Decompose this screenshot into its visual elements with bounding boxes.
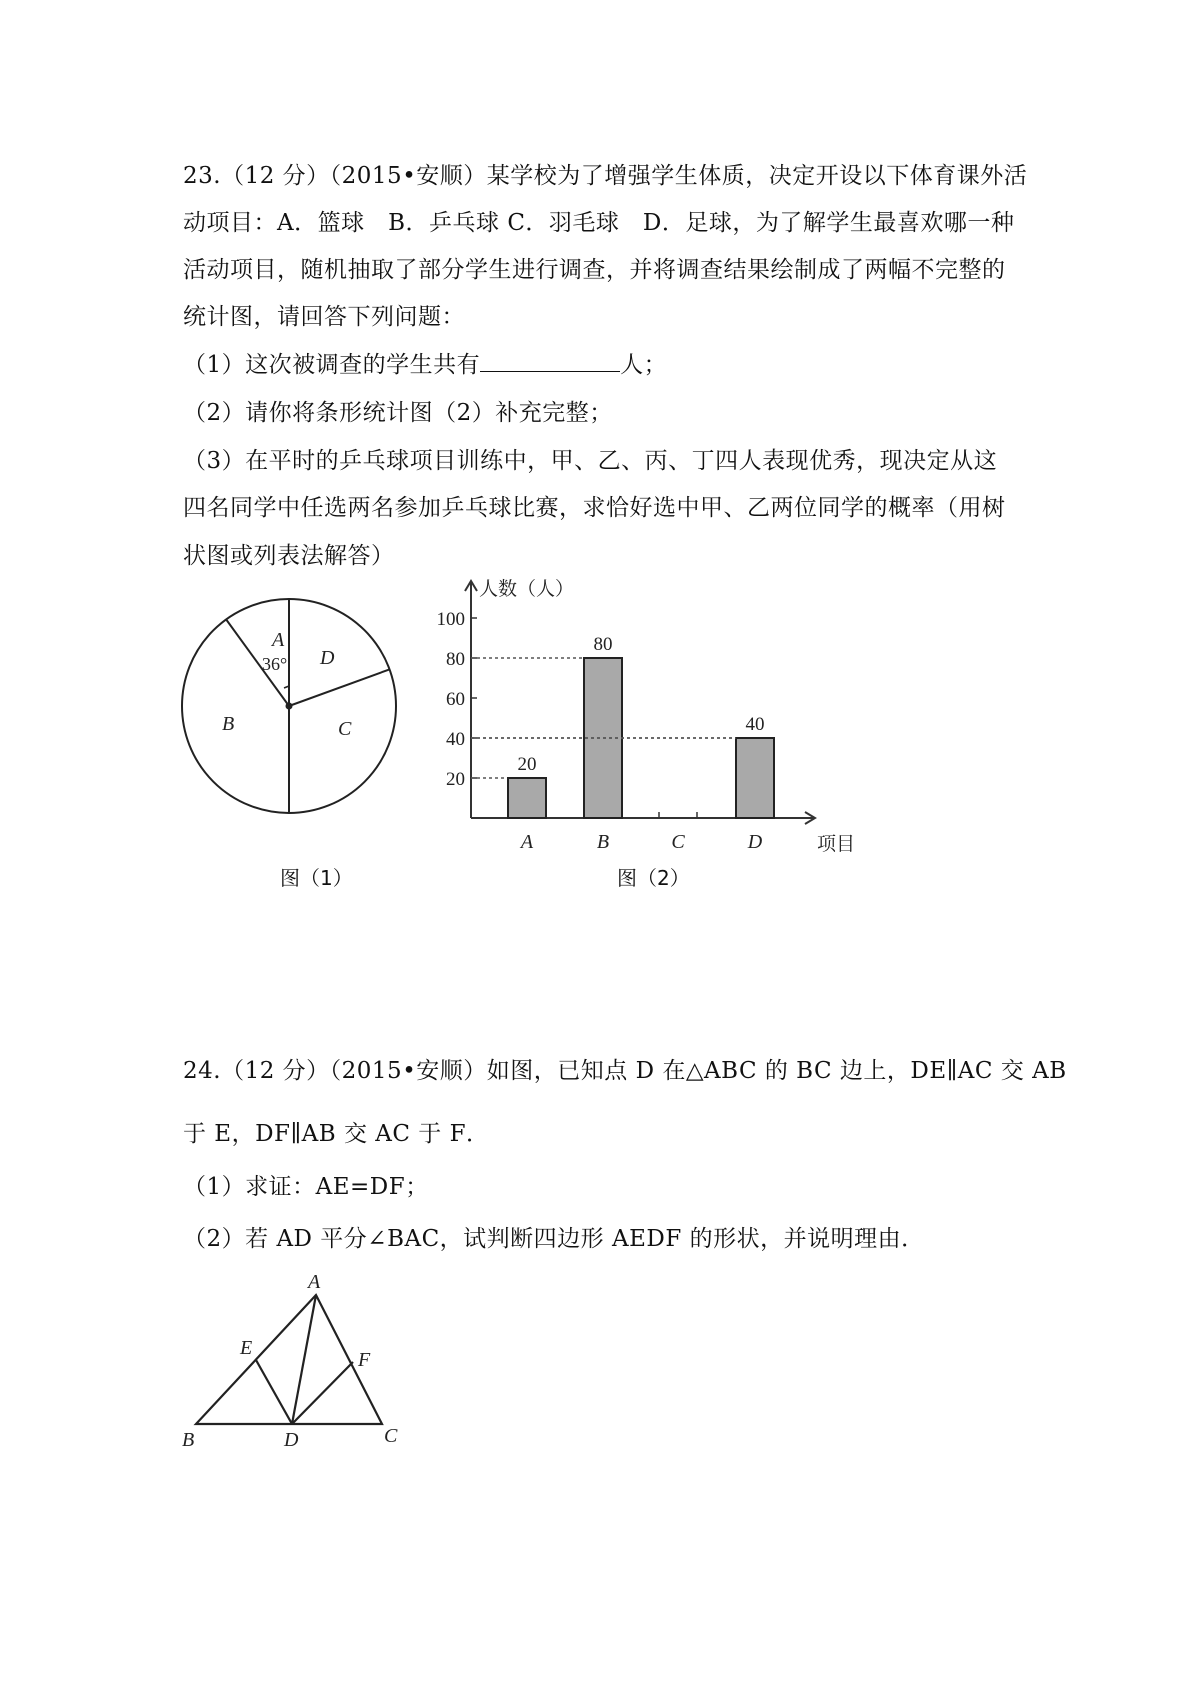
bar-data-label: 40 — [745, 714, 765, 735]
bar-data-label: 20 — [517, 754, 537, 775]
x-tick-label: B — [596, 831, 610, 853]
x-tick-label: D — [747, 831, 763, 853]
q23-line-1: 23.（12 分）（2015•安顺）某学校为了增强学生体质，决定开设以下体育课外活 — [183, 163, 1028, 189]
y-tick-label: 20 — [446, 769, 465, 790]
q23-line-2: 动项目：A．篮球 B．乒乓球 C．羽毛球 D．足球，为了解学生最喜欢哪一种 — [183, 210, 1015, 236]
q23-line-3: 活动项目，随机抽取了部分学生进行调查，并将调查结果绘制成了两幅不完整的 — [183, 257, 1006, 283]
x-axis-label: 项目 — [817, 834, 856, 855]
triangle-abc — [196, 1295, 382, 1424]
point-f: F — [358, 1349, 371, 1371]
point-d: D — [284, 1429, 299, 1451]
q23-sub3-line-1: （3）在平时的乒乓球项目训练中，甲、乙、丙、丁四人表现优秀，现决定从这 — [183, 448, 998, 474]
q24-line-1: 24.（12 分）（2015•安顺）如图，已知点 D 在△ABC 的 BC 边上，DE∥AC 交 AB — [183, 1058, 1067, 1084]
q23-sub2: （2）请你将条形统计图（2）补充完整； — [183, 400, 613, 426]
q23-line-4: 统计图，请回答下列问题： — [183, 304, 465, 330]
point-c: C — [384, 1425, 398, 1447]
y-tick-label: 80 — [446, 649, 465, 670]
bar-a — [508, 778, 546, 818]
q23-sub3-line-2: 四名同学中任选两名参加乒乓球比赛，求恰好选中甲、乙两位同学的概率（用树 — [183, 495, 1006, 521]
point-b: B — [182, 1429, 195, 1451]
triangle-figure — [0, 1270, 450, 1460]
pie-angle-label: 36° — [262, 654, 288, 674]
y-tick-label: 100 — [436, 609, 465, 630]
sub1-suffix: 人； — [620, 352, 668, 378]
point-a: A — [308, 1271, 321, 1293]
y-axis-label: 人数（人） — [479, 579, 575, 600]
sub1-prefix: （1）这次被调查的学生共有 — [183, 352, 481, 378]
figure-1-caption: 图（1） — [280, 866, 353, 890]
pie-label-d: D — [320, 647, 335, 669]
x-tick-label: A — [520, 831, 534, 853]
q24-sub2: （2）若 AD 平分∠BAC，试判断四边形 AEDF 的形状，并说明理由． — [183, 1226, 925, 1252]
q23-sub3-line-3: 状图或列表法解答） — [183, 543, 395, 569]
figure-2-caption: 图（2） — [617, 866, 690, 890]
point-e: E — [240, 1337, 253, 1359]
x-tick-label: C — [671, 831, 685, 853]
bar-data-label: 80 — [593, 634, 613, 655]
pie-label-c: C — [338, 718, 352, 740]
segment-de — [256, 1360, 292, 1424]
pie-label-a: A — [272, 629, 285, 651]
q24-line-2: 于 E，DF∥AB 交 AC 于 F． — [183, 1121, 490, 1147]
bar-d — [736, 738, 774, 818]
y-tick-label: 60 — [446, 689, 465, 710]
y-tick-label: 40 — [446, 729, 465, 750]
pie-label-b: B — [222, 713, 235, 735]
q24-sub1: （1）求证：AE=DF； — [183, 1174, 429, 1200]
